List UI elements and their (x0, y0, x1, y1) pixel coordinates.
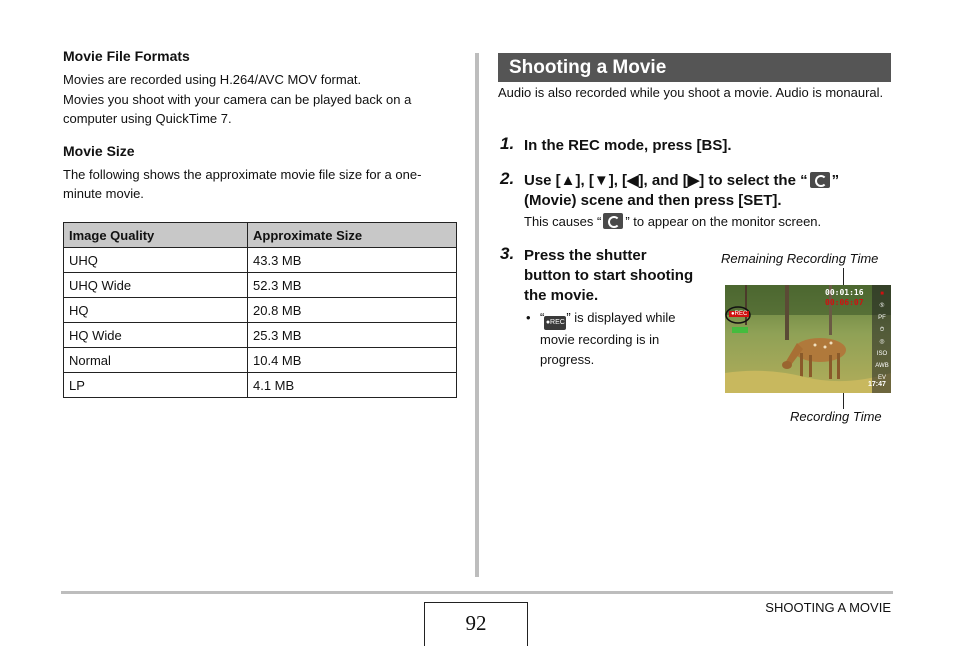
osd-rec-badge: ●REC (731, 311, 748, 317)
section-title: Shooting a Movie (498, 53, 891, 82)
caption-remaining-recording-time: Remaining Recording Time (721, 251, 879, 266)
table-cell-size: 20.8 MB (248, 298, 457, 323)
column-header-image-quality: Image Quality (64, 223, 248, 248)
osd-iso-icon: ISO (876, 351, 888, 357)
step-3-bullet-b: ” is displayed while movie recording is in progress. (540, 310, 676, 367)
step-2-note-a: This causes “ (524, 214, 602, 229)
step-1-text: In the REC mode, press [BS]. (524, 137, 732, 154)
step-2-note (524, 213, 821, 229)
formats-heading: Movie File Formats (63, 48, 190, 64)
size-heading: Movie Size (63, 142, 135, 159)
table-cell-quality: Normal (64, 348, 248, 373)
table-cell-quality: HQ Wide (64, 323, 248, 348)
osd-mode-icon: ■ (880, 291, 884, 297)
page-number: 92 (424, 602, 528, 646)
osd-awb-icon: AWB (875, 363, 889, 369)
table-cell-size: 25.3 MB (248, 323, 457, 348)
step-3-number: 3. (500, 244, 515, 263)
intro-paragraph: Audio is also recorded while you shoot a movie. Audio is monaural. (498, 85, 884, 100)
table-cell-quality: UHQ Wide (64, 273, 248, 298)
table-cell-size: 10.4 MB (248, 348, 457, 373)
movie-scene-icon (603, 213, 623, 229)
footer-section-label: SHOOTING A MOVIE (765, 600, 891, 615)
table-cell-quality: UHQ (64, 248, 248, 273)
formats-paragraph-1: Movies are recorded using H.264/AVC MOV format. (63, 72, 362, 87)
camera-monitor-image (725, 285, 891, 393)
deer-scene-illustration (725, 285, 891, 393)
formats-paragraph-2: Movies you shoot with your camera can be played back on a computer using QuickTime 7. (63, 91, 412, 126)
size-paragraph: The following shows the approximate movie file size for a one-minute movie. (63, 166, 422, 201)
table-cell-quality: LP (64, 373, 248, 398)
step-3-bullet-a: “ (540, 310, 545, 325)
table-cell-quality: HQ (64, 298, 248, 323)
step-1-number: 1. (500, 134, 515, 153)
rec-icon: ●REC (544, 316, 566, 330)
step-2-text (524, 171, 890, 211)
step-3-bullet (540, 308, 700, 369)
osd-pf-icon: PF (878, 315, 886, 321)
left-column (63, 48, 458, 204)
osd-metering-icon: ◎ (879, 339, 885, 345)
column-header-approximate-size: Approximate Size (248, 223, 457, 248)
osd-recording-time: 00:01:16 (825, 288, 864, 297)
table-cell-size: 52.3 MB (248, 273, 457, 298)
table-row (64, 298, 457, 323)
table-header-row (64, 223, 457, 248)
caption-recording-time: Recording Time (790, 409, 882, 424)
osd-side-icons (873, 288, 891, 384)
osd-clock: 17:47 (868, 381, 886, 388)
table-row (64, 348, 457, 373)
step-3-text: Press the shutter button to start shooting the movie. (524, 247, 694, 304)
table-row (64, 273, 457, 298)
movie-scene-icon (810, 172, 830, 188)
movie-size-table (63, 222, 457, 398)
osd-timer-icon: ⏱ (879, 327, 885, 333)
step-2-number: 2. (500, 169, 515, 188)
table-cell-size: 4.1 MB (248, 373, 457, 398)
step-2-note-b: ” to appear on the monitor screen. (625, 214, 822, 229)
step-2-text-b: ” (Movie) scene and then press [SET]. (524, 172, 840, 209)
osd-remaining-time: 00:06:07 (825, 298, 864, 307)
footer-rule (61, 591, 893, 594)
table-cell-size: 43.3 MB (248, 248, 457, 273)
bullet-dot: • (526, 310, 531, 325)
table-row (64, 373, 457, 398)
osd-ev-icon: EV (877, 375, 886, 381)
step-2-text-a: Use [▲], [▼], [◀], and [▶] to select the “ (524, 172, 808, 189)
column-divider (475, 53, 479, 577)
osd-size-icon: ⑤ (879, 303, 885, 309)
table-row (64, 323, 457, 348)
table-row (64, 248, 457, 273)
